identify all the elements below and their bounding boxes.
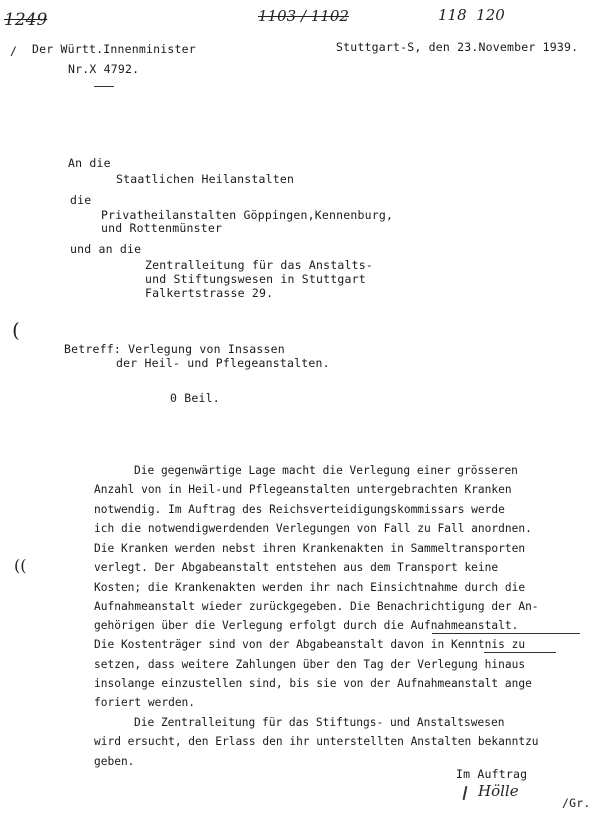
body-line: Aufnahmeanstalt wieder zurückgegeben. Die Benachrichtigung der An- <box>94 600 539 613</box>
subject-line: der Heil- und Pflegeanstalten. <box>116 356 330 370</box>
body-line: setzen, dass weitere Zahlungen über den Tag der Verlegung hinaus <box>94 658 526 671</box>
signature-stroke <box>463 786 468 800</box>
recipient-line: Falkertstrasse 29. <box>145 286 274 300</box>
place-date: Stuttgart-S, den 23.November 1939. <box>336 40 579 54</box>
handwritten-page-numbers-struck: 1103 / 1102 <box>258 7 349 25</box>
reference-underline <box>94 86 114 87</box>
body-line: geben. <box>94 755 135 768</box>
aufnahmeanstalt-underline <box>432 633 580 634</box>
recipient-line: Privatheilanstalten Göppingen,Kennenburg, <box>101 208 394 222</box>
margin-mark-top: / <box>10 44 18 58</box>
body-line: insolange einzustellen sind, bis sie von der Aufnahmeanstalt ange <box>94 677 532 690</box>
recipient-line: An die <box>68 156 111 170</box>
reference-number: Nr.X 4792. <box>68 62 140 76</box>
body-line: verlegt. Der Abgabeanstalt entstehen aus dem Transport keine <box>94 561 499 574</box>
signature: Hölle <box>478 782 519 800</box>
recipient-line: die <box>70 193 92 207</box>
kenntnis-underline <box>484 652 556 653</box>
recipient-line: und an die <box>70 242 142 256</box>
recipient-line: Staatlichen Heilanstalten <box>116 172 295 186</box>
sender: Der Württ.Innenminister <box>32 42 196 56</box>
recipient-line: Zentralleitung für das Anstalts- <box>145 258 373 272</box>
body-line: Die Kostenträger sind von der Abgabeanstalt davon in Kenntnis zu <box>94 638 526 651</box>
body-line: Kosten; die Krankenakten werden ihr nach Einsichtnahme durch die <box>94 581 526 594</box>
typist-initials: /Gr. <box>562 796 591 810</box>
body-line: wird ersucht, den Erlass den ihr unterstellten Anstalten bekanntzu <box>94 735 539 748</box>
body-line: Anzahl von in Heil-und Pflegeanstalten untergebrachten Kranken <box>94 483 512 496</box>
margin-bracket-mark: ( <box>12 318 20 342</box>
body-line: foriert werden. <box>94 696 196 709</box>
handwritten-page-numbers: 118 120 <box>438 6 505 24</box>
handwritten-file-number: 1249 <box>4 10 48 30</box>
margin-bracket-mark: (( <box>14 556 27 575</box>
body-line: gehörigen über die Verlegung erfolgt durch die Aufnahmeanstalt. <box>94 619 519 632</box>
im-auftrag: Im Auftrag <box>456 767 528 781</box>
body-line: Die gegenwärtige Lage macht die Verlegung einer grösseren <box>134 464 518 477</box>
body-line: Die Zentralleitung für das Stiftungs- und Anstaltswesen <box>134 716 505 729</box>
body-line: Die Kranken werden nebst ihren Krankenakten in Sammeltransporten <box>94 542 526 555</box>
enclosures: 0 Beil. <box>170 391 220 405</box>
body-line: notwendig. Im Auftrag des Reichsverteidigungskommissars werde <box>94 503 505 516</box>
recipient-line: und Rottenmünster <box>101 221 223 235</box>
recipient-line: und Stiftungswesen in Stuttgart <box>145 272 366 286</box>
body-line: ich die notwendigwerdenden Verlegungen von Fall zu Fall anordnen. <box>94 522 532 535</box>
subject-line: Betreff: Verlegung von Insassen <box>64 342 285 356</box>
